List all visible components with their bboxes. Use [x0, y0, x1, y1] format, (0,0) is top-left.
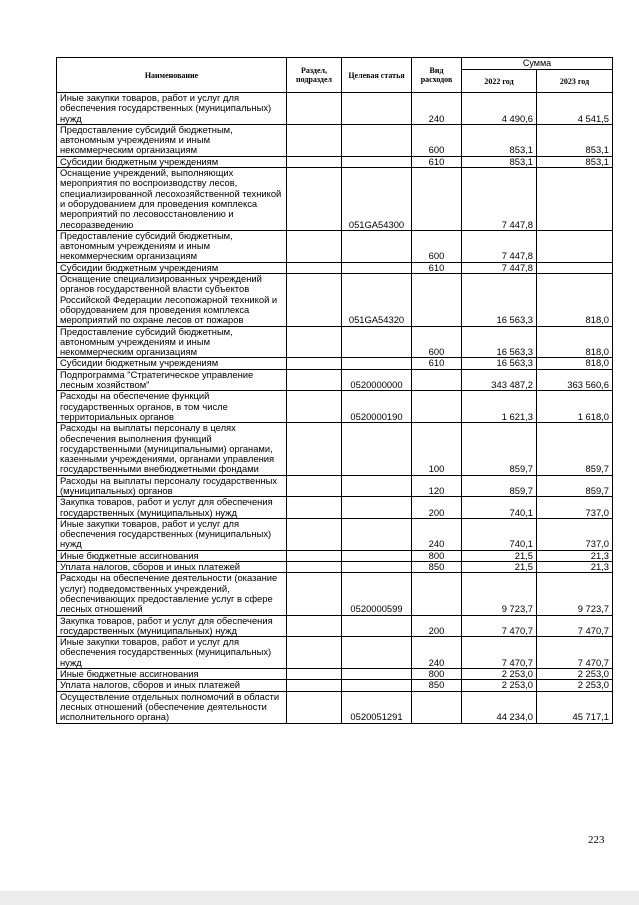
- row-name-cell: Закупка товаров, работ и услуг для обеспечения государственных (муниципальных) нужд: [57, 615, 287, 637]
- row-2023-cell: [537, 262, 613, 273]
- row-section-cell: [287, 497, 342, 519]
- row-2023-cell: 737,0: [537, 497, 613, 519]
- table-row: [57, 691, 613, 723]
- table-row: [57, 156, 613, 167]
- row-2022-cell: 21,5: [462, 550, 537, 561]
- page-number: 223: [588, 834, 605, 846]
- row-section-cell: [287, 168, 342, 231]
- row-section-cell: [287, 156, 342, 167]
- row-2022-cell: 16 563,3: [462, 358, 537, 369]
- row-section-cell: [287, 423, 342, 475]
- row-2023-cell: 7 470,7: [537, 637, 613, 669]
- row-2022-cell: 2 253,0: [462, 669, 537, 680]
- row-section-cell: [287, 274, 342, 326]
- row-2022-cell: 853,1: [462, 124, 537, 156]
- table-row: [57, 93, 613, 125]
- table-row: [57, 497, 613, 519]
- row-2022-cell: 1 621,3: [462, 391, 537, 423]
- row-2023-cell: 363 560,6: [537, 369, 613, 391]
- table-row: [57, 550, 613, 561]
- row-target-cell: [342, 262, 412, 273]
- row-section-cell: [287, 124, 342, 156]
- row-2022-cell: 16 563,3: [462, 274, 537, 326]
- row-target-cell: [342, 93, 412, 125]
- table-row: [57, 518, 613, 550]
- row-name-cell: Иные закупки товаров, работ и услуг для обеспечения государственных (муниципальных) нужд: [57, 637, 287, 669]
- table-row: [57, 124, 613, 156]
- row-2022-cell: 7 470,7: [462, 615, 537, 637]
- row-name-cell: Расходы на обеспечение функций государственных органов, в том числе территориальных органов: [57, 391, 287, 423]
- row-type-cell: 120: [412, 475, 462, 497]
- row-name-cell: Субсидии бюджетным учреждениям: [57, 358, 287, 369]
- row-type-cell: 240: [412, 93, 462, 125]
- table-row: [57, 326, 613, 358]
- row-target-cell: [342, 550, 412, 561]
- row-type-cell: 600: [412, 326, 462, 358]
- row-name-cell: Расходы на обеспечение деятельности (оказание услуг) подведомственных учреждений, обеспечивающих предоставление услуг в сфере лесных отношений: [57, 573, 287, 615]
- row-target-cell: [342, 230, 412, 262]
- row-type-cell: 600: [412, 124, 462, 156]
- row-section-cell: [287, 691, 342, 723]
- row-2023-cell: 853,1: [537, 124, 613, 156]
- table-row: [57, 637, 613, 669]
- row-target-cell: [342, 156, 412, 167]
- table-row: [57, 573, 613, 615]
- row-target-cell: [342, 637, 412, 669]
- table-row: [57, 358, 613, 369]
- row-2023-cell: [537, 168, 613, 231]
- row-name-cell: Оснащение учреждений, выполняющих мероприятия по воспроизводству лесов, специализированной лесохозяйственной техникой и оборудованием для проведения комплекса мероприятий по лесовосстановлению и лесоразведению: [57, 168, 287, 231]
- row-2023-cell: 1 618,0: [537, 391, 613, 423]
- row-type-cell: 200: [412, 615, 462, 637]
- row-type-cell: [412, 391, 462, 423]
- table-row: [57, 168, 613, 231]
- row-target-cell: 0520051291: [342, 691, 412, 723]
- row-2023-cell: 2 253,0: [537, 669, 613, 680]
- row-name-cell: Уплата налогов, сборов и иных платежей: [57, 680, 287, 691]
- header-year-2023: 2023 год: [537, 70, 613, 93]
- row-type-cell: 240: [412, 637, 462, 669]
- row-target-cell: [342, 669, 412, 680]
- row-target-cell: [342, 497, 412, 519]
- row-type-cell: 850: [412, 680, 462, 691]
- row-name-cell: Расходы на выплаты персоналу государственных (муниципальных) органов: [57, 475, 287, 497]
- row-section-cell: [287, 326, 342, 358]
- row-type-cell: 800: [412, 669, 462, 680]
- row-2023-cell: 859,7: [537, 475, 613, 497]
- row-type-cell: 200: [412, 497, 462, 519]
- header-target: Целевая статья: [342, 58, 412, 93]
- row-name-cell: Предоставление субсидий бюджетным, автономным учреждениям и иным некоммерческим организациям: [57, 124, 287, 156]
- row-section-cell: [287, 669, 342, 680]
- table-row: [57, 669, 613, 680]
- row-2023-cell: 853,1: [537, 156, 613, 167]
- row-name-cell: Уплата налогов, сборов и иных платежей: [57, 562, 287, 573]
- row-2022-cell: 7 470,7: [462, 637, 537, 669]
- row-type-cell: [412, 168, 462, 231]
- row-2022-cell: 343 487,2: [462, 369, 537, 391]
- row-name-cell: Иные закупки товаров, работ и услуг для обеспечения государственных (муниципальных) нужд: [57, 93, 287, 125]
- row-target-cell: 0520000000: [342, 369, 412, 391]
- row-name-cell: Предоставление субсидий бюджетным, автономным учреждениям и иным некоммерческим организациям: [57, 326, 287, 358]
- table-row: [57, 680, 613, 691]
- row-type-cell: 240: [412, 518, 462, 550]
- row-name-cell: Субсидии бюджетным учреждениям: [57, 156, 287, 167]
- header-type: Вид расходов: [412, 58, 462, 93]
- row-2022-cell: 2 253,0: [462, 680, 537, 691]
- row-name-cell: Иные закупки товаров, работ и услуг для обеспечения государственных (муниципальных) нужд: [57, 518, 287, 550]
- row-type-cell: 610: [412, 156, 462, 167]
- row-name-cell: Иные бюджетные ассигнования: [57, 669, 287, 680]
- table-row: [57, 475, 613, 497]
- row-name-cell: Оснащение специализированных учреждений органов государственной власти субъектов Российской Федерации лесопожарной техникой и оборудованием для проведения комплекса мероприятий по охране лесов от пожаров: [57, 274, 287, 326]
- row-type-cell: [412, 369, 462, 391]
- row-name-cell: Подпрограмма "Стратегическое управление лесным хозяйством": [57, 369, 287, 391]
- row-target-cell: 051GA54300: [342, 168, 412, 231]
- row-section-cell: [287, 262, 342, 273]
- row-2023-cell: 737,0: [537, 518, 613, 550]
- row-type-cell: [412, 691, 462, 723]
- row-2023-cell: [537, 230, 613, 262]
- row-type-cell: 100: [412, 423, 462, 475]
- row-type-cell: 800: [412, 550, 462, 561]
- row-2023-cell: 818,0: [537, 274, 613, 326]
- row-type-cell: [412, 274, 462, 326]
- row-target-cell: [342, 358, 412, 369]
- budget-table: [56, 57, 613, 724]
- table-row: [57, 262, 613, 273]
- row-2022-cell: 740,1: [462, 518, 537, 550]
- row-2023-cell: 818,0: [537, 358, 613, 369]
- row-2022-cell: 16 563,3: [462, 326, 537, 358]
- row-target-cell: [342, 124, 412, 156]
- row-2022-cell: 853,1: [462, 156, 537, 167]
- row-section-cell: [287, 518, 342, 550]
- row-2022-cell: 9 723,7: [462, 573, 537, 615]
- row-2022-cell: 7 447,8: [462, 230, 537, 262]
- row-2022-cell: 21,5: [462, 562, 537, 573]
- row-name-cell: Субсидии бюджетным учреждениям: [57, 262, 287, 273]
- row-type-cell: 850: [412, 562, 462, 573]
- row-2023-cell: 21,3: [537, 550, 613, 561]
- table-row: [57, 423, 613, 475]
- table-row: [57, 274, 613, 326]
- table-header: [57, 58, 613, 93]
- row-2022-cell: 7 447,8: [462, 262, 537, 273]
- row-target-cell: [342, 562, 412, 573]
- row-target-cell: [342, 423, 412, 475]
- row-2022-cell: 7 447,8: [462, 168, 537, 231]
- row-2023-cell: 2 253,0: [537, 680, 613, 691]
- header-sum: Сумма: [462, 58, 613, 70]
- row-section-cell: [287, 637, 342, 669]
- row-section-cell: [287, 391, 342, 423]
- row-2023-cell: 21,3: [537, 562, 613, 573]
- header-year-2022: 2022 год: [462, 70, 537, 93]
- row-name-cell: Расходы на выплаты персоналу в целях обеспечения выполнения функций государственными (муниципальными) органами, казенными учреждениями, органами управления государственными внебюджетными фондами: [57, 423, 287, 475]
- table-row: [57, 230, 613, 262]
- table-row: [57, 562, 613, 573]
- row-section-cell: [287, 230, 342, 262]
- row-target-cell: 0520000599: [342, 573, 412, 615]
- row-target-cell: [342, 680, 412, 691]
- row-2023-cell: 7 470,7: [537, 615, 613, 637]
- row-2023-cell: 818,0: [537, 326, 613, 358]
- row-section-cell: [287, 680, 342, 691]
- row-type-cell: 600: [412, 230, 462, 262]
- row-section-cell: [287, 93, 342, 125]
- row-name-cell: Предоставление субсидий бюджетным, автономным учреждениям и иным некоммерческим организациям: [57, 230, 287, 262]
- footer-strip: [0, 891, 639, 905]
- header-name: Наименование: [57, 58, 287, 93]
- row-name-cell: Закупка товаров, работ и услуг для обеспечения государственных (муниципальных) нужд: [57, 497, 287, 519]
- row-section-cell: [287, 615, 342, 637]
- row-section-cell: [287, 550, 342, 561]
- row-name-cell: Осуществление отдельных полномочий в области лесных отношений (обеспечение деятельности исполнительного органа): [57, 691, 287, 723]
- row-2022-cell: 740,1: [462, 497, 537, 519]
- row-type-cell: [412, 573, 462, 615]
- table-row: [57, 369, 613, 391]
- header-section: Раздел, подраздел: [287, 58, 342, 93]
- row-section-cell: [287, 573, 342, 615]
- row-section-cell: [287, 562, 342, 573]
- table-body: [57, 93, 613, 724]
- table-row: [57, 615, 613, 637]
- row-target-cell: [342, 615, 412, 637]
- row-target-cell: 0520000190: [342, 391, 412, 423]
- row-section-cell: [287, 369, 342, 391]
- row-2023-cell: 859,7: [537, 423, 613, 475]
- row-type-cell: 610: [412, 262, 462, 273]
- row-2022-cell: 859,7: [462, 475, 537, 497]
- row-target-cell: [342, 518, 412, 550]
- row-2023-cell: 4 541,5: [537, 93, 613, 125]
- row-section-cell: [287, 358, 342, 369]
- row-2023-cell: 45 717,1: [537, 691, 613, 723]
- row-2022-cell: 859,7: [462, 423, 537, 475]
- row-2022-cell: 44 234,0: [462, 691, 537, 723]
- row-name-cell: Иные бюджетные ассигнования: [57, 550, 287, 561]
- table-row: [57, 391, 613, 423]
- row-target-cell: [342, 326, 412, 358]
- row-section-cell: [287, 475, 342, 497]
- row-target-cell: 051GA54320: [342, 274, 412, 326]
- row-target-cell: [342, 475, 412, 497]
- row-type-cell: 610: [412, 358, 462, 369]
- row-2022-cell: 4 490,6: [462, 93, 537, 125]
- row-2023-cell: 9 723,7: [537, 573, 613, 615]
